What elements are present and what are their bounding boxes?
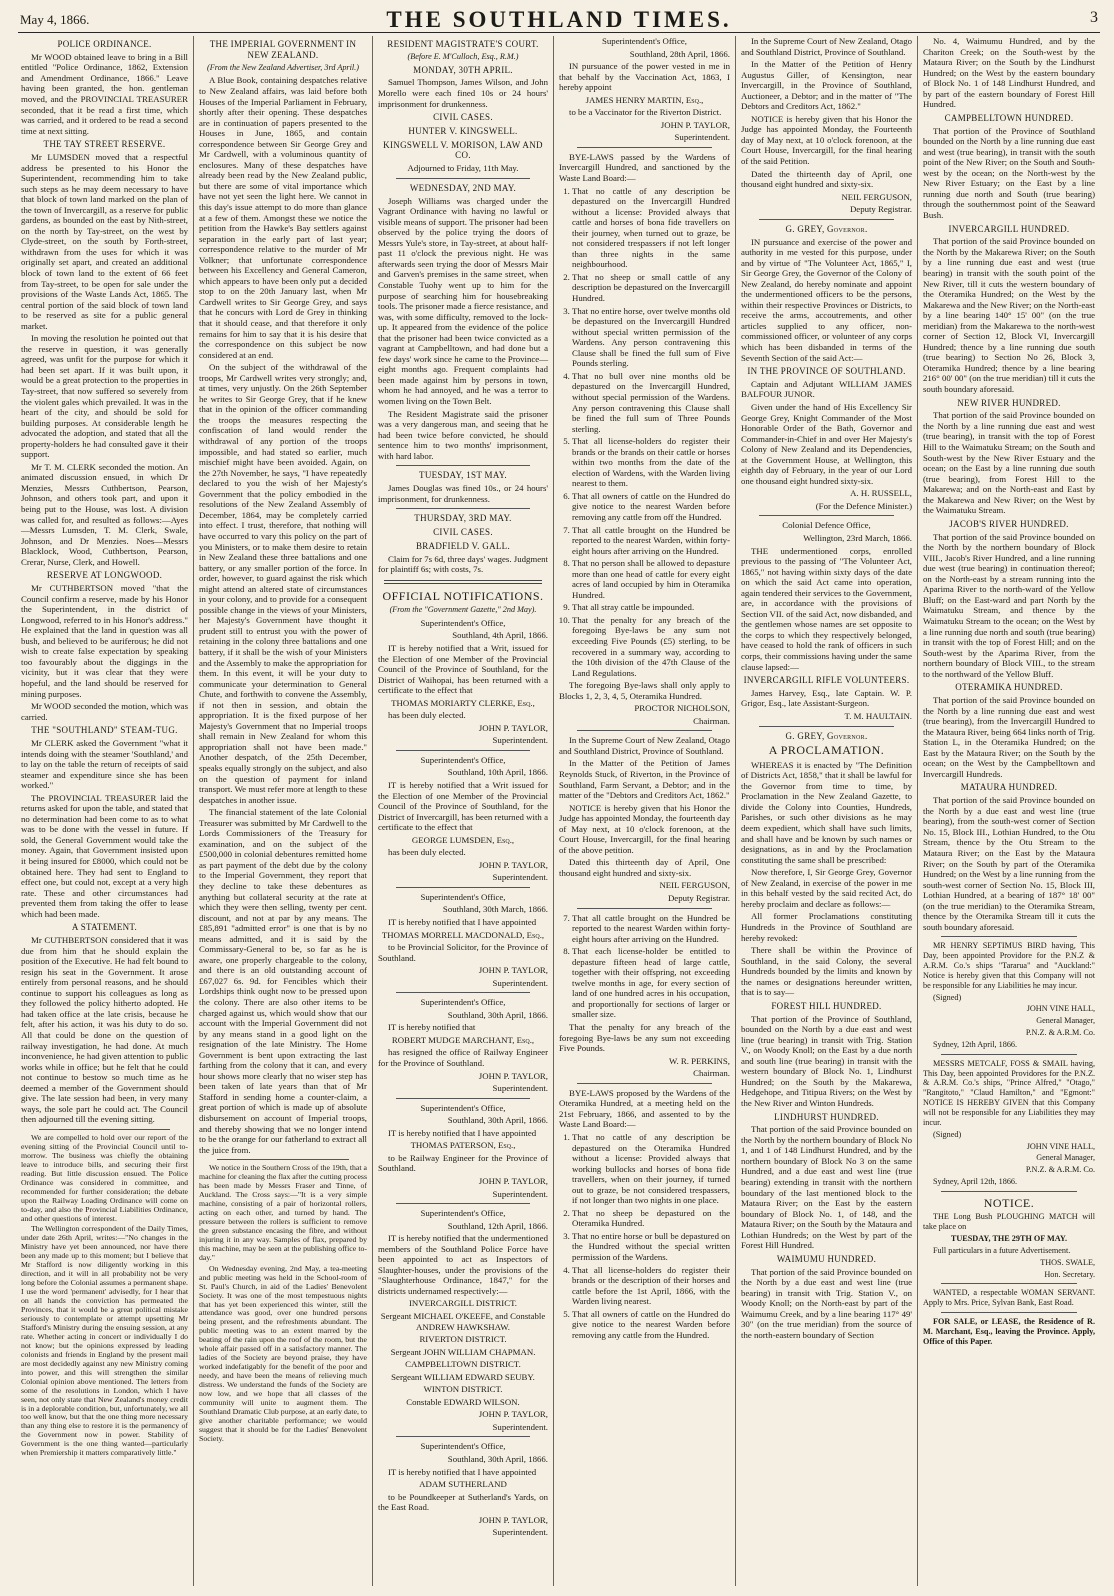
bylaw-item: 8. That no person shall be allowed to depasture more than one head of cattle for every eight acres of land occupied by him in Oteramika Hundred. <box>572 558 730 600</box>
ad-text: Full particulars in a future Advertisement. <box>933 1245 1071 1255</box>
ad-date: Sydney, 12th April, 1866. <box>933 1039 1018 1049</box>
divider <box>396 992 530 993</box>
ad-company: P.N.Z. & A.R.M. Co. <box>1025 1028 1095 1038</box>
issue-date: May 4, 1866. <box>20 12 90 27</box>
notice-block <box>378 1103 548 1199</box>
divider <box>39 1129 170 1130</box>
proclamation-text: There shall be within the Province of Southland, in the said Colony, the several Hundreds bounded by the limits and known by the names or designations hereunder written, that is to say— <box>741 945 912 998</box>
masthead <box>18 6 1100 33</box>
source-line: (From the "Government Gazette," 2nd May). <box>389 605 537 615</box>
district-heading: RIVERTON DISTRICT. <box>419 1334 507 1345</box>
divider <box>577 908 712 909</box>
notice-signature-title: Superintendent. <box>492 735 548 746</box>
court-text: Claim for 7s 6d, three days' wages. Judgment for plaintiff 6s; with costs, 7s. <box>378 553 548 575</box>
notice-text: IT is hereby notified that <box>388 1022 476 1033</box>
article-text: In moving the resolution he pointed out that the reserve in question, it was generally agreed, was unfit for the purpose for which it had been set apart. If it was built upon, it would be a great protection to the properties in Tay-street, that now suffered so severely from the violent gales which prevailed. It was in the heart of the city, and should be sold for building purposes. At considerable length he advocated the adoption, and stated that all the property-holders he had consulted gave it their support. <box>21 333 188 460</box>
notice-signature: JOHN P. TAYLOR, <box>478 859 548 870</box>
inspector-names: Sergeant WILLIAM EDWARD SEUBY. <box>391 1371 535 1382</box>
notice-name: ROBERT MUDGE MARCHANT, Esq., <box>391 1034 535 1045</box>
bylaw-item: 4. That no bull over nine months old be depastured on the Invercargill Hundred, without special permission of the Wardens. Any person contravening this Clause shall be fined the full sum of Three Pounds sterling. <box>572 371 730 434</box>
hundred-heading: FOREST HILL HUNDRED. <box>771 1000 882 1011</box>
hundred-heading: LINDHURST HUNDRED. <box>774 1111 879 1122</box>
court-text: James Douglas was fined 10s., or 24 hours' imprisonment, for drunkenness. <box>378 483 548 504</box>
notice-office: Superintendent's Office, <box>420 1102 506 1113</box>
notice-tail: to be Poundkeeper at Sutherland's Yards, on the East Road. <box>378 1491 548 1513</box>
notice-date: Southland, 30th April, 1866. <box>447 1115 548 1126</box>
divider <box>396 1098 530 1099</box>
heading-court: RESIDENT MAGISTRATE'S COURT. <box>387 39 539 49</box>
day-heading: THURSDAY, 3RD MAY. <box>414 513 512 524</box>
notice-signature: JOHN P. TAYLOR, <box>478 1409 548 1420</box>
bylaws-intro: BYE-LAWS passed by the Wardens of Invercargill Hundred, and sanctioned by the Waste Land Board:— <box>559 151 730 184</box>
hundred-text: That portion of the said Province bounded on the North by the northern boundary of Block VIII., Jacob's River Hundred, and a line running due west (true bearing) in continuation thereof; on the North-east by a stream running into the Aparima River to the north-ward of the Yellow Bluff; on the East-ward and part North by the Waimatuku Stream, and thence by the Waimatuku Stream to the ocean; on the West by a line running due north and south (true bearing) in transit with the top of Forest Hill; and on the South-west by the Aparima River, from the northern boundary of Block VIII., to the stream to the northward of the Yellow Bluff. <box>923 531 1095 679</box>
hundred-heading: INVERCARGILL HUNDRED. <box>948 223 1070 234</box>
divider <box>759 219 894 220</box>
bylaw-item: 8. That each license-holder be entitled to depasture fifteen head of large cattle, together with their offspring, not exceeding twelve months in age, for every section of land of one hundred acres in his occupation, and proportionally for sections of larger or smaller size. <box>572 946 730 1020</box>
court-signature-title: Deputy Registrar. <box>849 204 912 215</box>
notice-block <box>378 755 548 883</box>
day-heading: MONDAY, 30TH APRIL. <box>413 64 513 75</box>
hundred-text: That portion of the said Province bounded on the North by the Makarewa River; on the South by a line running due east and west (true bearing) in transit with the south point of the New River, till it cuts the western boundary of the Oteramika Hundred; on the West by the Makarewa and the New River; on the North-east by a line bearing 140° 15' 00" (on the true meridian) from the Makarewa to the north-west corner of Section 12, Block VI, Invercargill Hundred; thence by a line running due south (true bearing) to Section No 26, Block 3, Oteramika Hundred; thence by a line bearing 216° 00' 00" (on the true meridian) till it cuts the south boundary aforesaid. <box>923 236 1095 394</box>
hundred-heading: MATAURA HUNDRED. <box>960 782 1058 793</box>
bylaw-item: 4. That all license-holders do register their brands or the description of their horses and cattle before the 1st April, 1866, with the Warden living nearest. <box>572 1265 730 1307</box>
divider <box>941 1054 1077 1055</box>
divider <box>759 515 894 516</box>
notice-office: Superintendent's Office, <box>420 997 506 1008</box>
court-notice: NOTICE is hereby given that his Honor the Judge has appointed Monday, the fourteenth day of May next, at 10 o'clock forenoon, at the Court House, Invercargill, for the final hearing of the above petition. <box>559 802 730 855</box>
divider <box>396 750 530 751</box>
bylaws-signature: PROCTOR NICHOLSON, <box>634 703 730 714</box>
court-heading: In the Supreme Court of New Zealand, Otago and Southland District, Province of Southland. <box>741 36 912 57</box>
bylaw-item: 2. That no sheep or small cattle of any description be depastured on the Invercargill Hundred. <box>572 272 730 304</box>
article-text: Mr LUMSDEN moved that a respectful address be presented to his Honor the Superintendent, recommending him to take such steps as he may deem necessary to have that block of town land marked on the plan of the town of Invercargill, as a reserve for public gardens, as bounded on the east by Nith-street, on the north by Tay-street, on the west by Clyde-street, on the south by Forth-street, withdrawn from the uses for which it was originally set apart, and created an additional block of town land to the extent of 66 feet from Tay-street, to be open for sale under the provisions of the Waste Lands Act, 1865. The central portion of the said block of town land to be reserved as site for a public general market. <box>21 151 188 331</box>
governor-line: G. GREY, Governor. <box>785 730 868 741</box>
hundred-heading: OTERAMIKA HUNDRED. <box>955 682 1063 693</box>
heading-imperial-government: THE IMPERIAL GOVERNMENT IN NEW ZEALAND. <box>209 39 357 60</box>
court-dated: Dated this thirteenth day of April, One thousand eight hundred and sixty-six. <box>559 857 730 878</box>
notice-text: IT is hereby notified that a Writ, issued for the Election of one Member of the Provincial Council of the Province of Southland, for the District of Waihopai, has been returned with a certificate to the effect that <box>378 642 548 696</box>
divider <box>941 936 1077 937</box>
court-matter: In the Matter of the Petition of Henry Augustus Giller, of Kensington, near Invercargill, in the Province of Southland, Auctioneer, a Debtor; and in the matter of "The Debtors and Creditors Act, 1862." <box>741 59 912 112</box>
article-text: Mr CLERK asked the Government "what it intends doing with the steamer 'Southland,' and to lay on the table the return of receipts of said steamer and expenditure since she has been worked." <box>21 738 188 791</box>
volunteer-signature-title: (For the Defence Minister.) <box>815 500 912 511</box>
column-3 <box>373 36 554 1586</box>
notice-text: IT is hereby notified that a Writ issued for the Election of one Member of the Provincial Council of the Province of Southland, for the District of Invercargill, has been returned with a certificate to the effect that <box>378 780 548 833</box>
notice-office: Superintendent's Office, <box>420 1441 506 1452</box>
hundred-text: That portion of the Province of Southland, bounded on the North by a due east and west line (true bearing) in transit with Trig. Station V., on Woody Knoll; on the East by a due north and south line (true bearing) in transit with the western boundary of Block No. 1, Lindhurst Hundred; on the South by the Makarewa, Hedgehope, and Titipua Rivers; on the West by the New River and Winton Hundreds. <box>741 1013 912 1108</box>
defence-signature: T. M. HAULTAIN. <box>844 711 912 722</box>
inspector-names: Sergeant MICHAEL O'KEEFE, and Constable ANDREW HAWKSHAW. <box>380 1310 546 1332</box>
bylaw-item: 3. That no entire horse or bull be depastured on the Hundred without the special written permission of the Wardens. <box>572 1231 730 1263</box>
notice-block <box>378 618 548 746</box>
article-text: Mr WOOD obtained leave to bring in a Bill entitled "Police Ordinance, 1862, Extension and Amendment Ordinance, 1866." Leave having been granted, the hon. gentleman moved, and the PROVINCIAL TREASURER seconded, that it be read a first time, which was carried, and it ordered to be read a second time at next sitting. <box>21 51 188 136</box>
notice-block <box>378 1441 548 1537</box>
divider <box>577 1083 712 1084</box>
bylaw-item: 10. That the penalty for any breach of the foregoing Bye-laws be any sum not exceeding Five Pounds (£5) sterling, to be recovered in a summary way, according to the 10th division of the 47th Clause of the Land Regulations. <box>572 615 730 678</box>
heading-longwood: RESERVE AT LONGWOOD. <box>46 570 163 581</box>
news-item: We notice in the Southern Cross of the 19th, that a machine for cleaning the flax after the cutting process has been made by Messrs Fraser and Tinne, of Auckland. The Cross says:—"It is a very simple machine, consisting of a pair of horizontal rollers, acting on each other, and turned by hand. The pressure between the rollers is sufficient to remove the green substance encasing the fibre, and without injuring it in any way. Samples of flax, prepared by this machine, may be seen at the publishing office to-day." <box>199 1163 367 1262</box>
proclamation-text: Now therefore, I, Sir George Grey, Governor of New Zealand, in exercise of the power in me in this behalf vested by the said recited Act, do hereby proclaim and declare as follows:— <box>741 867 912 909</box>
newspaper-title: THE SOUTHLAND TIMES. <box>386 7 732 32</box>
heading-official-notifications: OFFICIAL NOTIFICATIONS. <box>382 588 544 603</box>
notice-date: Southland, 10th April, 1866. <box>447 767 548 778</box>
notice-signature-title: Superintendent. <box>492 1421 548 1432</box>
proclamation-text: All former Proclamations constituting Hundreds in the Province of Southland are hereby revoked: <box>741 911 912 943</box>
notice-date: Southland, 30th April, 1866. <box>447 1453 548 1464</box>
case-name: BRADFIELD V. GALL. <box>415 540 511 551</box>
divider <box>217 1159 349 1160</box>
divider <box>396 1436 530 1437</box>
editorial-note: The Wellington correspondent of the Daily Times, under date 26th April, writes:—"No changes in the Ministry have yet been announced, nor have there been any made up to this moment; but I believe that Mr Stafford is now diligently working in this direction, and it will in all probability not be very long before the Colonial assumes a permanent shape. I use the word 'permanent' advisedly, for I hear that on all hands the conviction has permeated the Provinces, that it would be a great political mistake seriously to contemplate or attempt upsetting Mr Stafford's Ministry during the ensuing session, at any rate. Whether acting in concert or individually I do not know; but the opinions expressed by leading colonists and friends in England by the present mail are most decidedly against any new Ministry coming into power, and this will strengthen the similar Colonial opinion above mentioned. The letters from some of the resolutions in London, which I have seen, not only state that New Zealand's money credit is in a deplorable condition, but, unfortunately, we all too well know, but that the one thing more necessary than any thing else to restore it is the permanency of the Government now in power. Stability of Government is the one thing wanted—particularly when Premiership it matters comparatively little." <box>21 1224 188 1458</box>
district-heading: WINTON DISTRICT. <box>423 1384 503 1395</box>
court-magistrate: (Before E. M'Culloch, Esq., R.M.) <box>407 51 519 61</box>
notice-signature: JOHN P. TAYLOR, <box>478 1070 548 1081</box>
divider <box>396 178 530 179</box>
bylaw-item: 5. That all license-holders do register their brands or the brands on their cattle or horses within two months from the date of the election of Wardens, with the Warden living nearest to them. <box>572 436 730 489</box>
notice-text: IT is hereby notified that the undermentioned members of the Southland Police Force have been appointed to act as Inspectors of Slaughter-houses, under the provisions of the "Slaughterhouse Ordinance, 1847," for the districts undernamed respectively:— <box>378 1233 548 1296</box>
ad-signature-title: General Manager, <box>1036 1016 1095 1026</box>
bylaw-item: 7. That all cattle brought on the Hundred be reported to the nearest Warden, within forty-eight hours after arriving on the Hundred. <box>572 525 730 557</box>
notice-date: Southland, 28th April, 1866. <box>629 48 730 59</box>
ad-date: Sydney, April 12th, 1866. <box>933 1177 1018 1187</box>
case-name: KINGSWELL V. MORISON, LAW AND CO. <box>383 139 543 161</box>
heading-steam-tug: THE "SOUTHLAND" STEAM-TUG. <box>31 725 178 736</box>
advertisement-ploughing-match <box>923 1196 1095 1279</box>
advertisement-bird <box>923 941 1095 1049</box>
notice-tail: has been duly elected. <box>388 847 466 858</box>
notice-signature-title: Superintendent. <box>492 977 548 988</box>
divider <box>941 1312 1077 1313</box>
ad-signed: (Signed) <box>933 1129 962 1139</box>
bylaws-signature-title: Chairman. <box>693 715 730 726</box>
proclamation-text: WHEREAS it is enacted by "The Definition of Districts Act, 1858," that it shall be lawful for the Governor from time to time, by Proclamation in the New Zealand Gazette, to divide the Colony into Counties, Hundreds, Parishes, or such other divisions as he may deem expedient, which shall have such limits, and shall have and be known by such names or designations, as in and by the Proclamation constituting the same shall be prescribed: <box>741 759 912 865</box>
notice-date: Southland, 4th April, 1866. <box>452 630 548 641</box>
hundred-text: That portion of the said Province bounded on the North by a due east and west line (true bearing) in transit with Trig. Station V., on Woody Knoll; on the North-east by part of the Waimumu Creek, and by a line bearing 117° 49' 30" (on the true meridian) from the source of the north-eastern boundary of Section <box>741 1266 912 1340</box>
ad-signature: THOS. SWALE, <box>1040 1257 1095 1267</box>
notice-signature: JOHN P. TAYLOR, <box>478 1514 548 1525</box>
match-date: TUESDAY, THE 29TH OF MAY. <box>950 1233 1068 1243</box>
columns <box>16 36 1100 1586</box>
bylaw-item: 7. That all cattle brought on the Hundred be reported to the nearest Warden within forty-eight hours after arriving on the Hundred. <box>572 913 730 945</box>
notice-signature-title: Superintendent. <box>492 1188 548 1199</box>
article-text: On the subject of the withdrawal of the troops, Mr Cardwell writes very strongly; and, at times, very unjustly. On the 26th September he writes to Sir George Grey, that if he knew that in the opinion of the officer commanding the troops the measures respecting the confiscation of land would render the withdrawal of any portion of the troops impossible, and had stated so earlier, much mischief might have been avoided. Again, on the 27th November, he says, "I have repeatedly declared to you the wish of her Majesty's Government that the policy embodied in the resolutions of the New Zealand Assembly of December, 1864, may be completely carried into effect. I trust, therefore, that nothing will have occurred to vary this policy on the part of you Ministers, or to make them desire to retain in New Zealand these three battalions and one battery, or any smaller portion of the force. In order, however, to guard against the risk which might attend an altered state of circumstances in your colony, and to provide for a consequent possible change in the views of your Ministers, her Majesty's Government have thought it prudent still to entrust you with the power of retaining in the colony three battalions and one battery, if it shall be the wish of your Ministers and the Assembly to make the appropriation for them. In this event, it will be your duty to communicate your determination to General Chute, and forthwith to convene the Assembly, if not then in session, and obtain the appropriation. It is the fixed purpose of her Majesty's Government that no Imperial troops shall remain in New Zealand for whom this appropriation shall not have been made." Another despatch, of the 25th December, speaks equally strongly on the subject, and also on the question of payment for inland transport. We must refer more at length to these despatches in another issue. <box>199 362 367 805</box>
notice-text: IN pursuance of the power vested in me in that behalf by the Vaccination Act, 1863, I hereby appoint <box>559 61 730 93</box>
notice-signature: JOHN P. TAYLOR, <box>478 965 548 976</box>
notice-block <box>378 997 548 1093</box>
column-2 <box>194 36 373 1586</box>
ad-signature: JOHN VINE HALL, <box>1026 1004 1095 1014</box>
divider <box>941 1283 1077 1284</box>
bylaw-item: 3. That no entire horse, over twelve months old be depastured on the Invercargill Hundred without special written permission of the Wardens. Any person contravening this Clause shall be fined the full sum of Five Pounds sterling. <box>572 306 730 369</box>
notice-signature-title: Superintendent. <box>492 1083 548 1094</box>
article-text: Mr T. M. CLERK seconded the motion. An animated discussion ensued, in which Dr Menzies, Messrs Cuthbertson, Pearson, Johnson, and others took part, and upon it being put to the House, was lost. A division was called for, and resulted as follows:—Ayes—Messrs Lumsden, T. M. Clerk, Swale, Johnson, and Dr Menzies. Noes—Messrs Blacklock, Wood, Cuthbertson, Pearson, Crerar, Nurse, Clerk, and Howell. <box>21 461 188 567</box>
court-dated: Dated the thirteenth day of April, one thousand eight hundred and sixty-six. <box>741 168 912 190</box>
article-text: The PROVINCIAL TREASURER laid the returns asked for upon the table, and stated that no determination had been come to as to what was to be done with the vessel in future. If sold, the General Government would take the money. Again, that Government insisted upon it being insured for £8000, which could not be obtained here. They had sent to England to effect one, but could not, except at a very high rate. These and other circumstances had prevented them from taking the offer to lease which had been made. <box>21 792 188 919</box>
province-heading: IN THE PROVINCE OF SOUTHLAND. <box>747 366 906 377</box>
divider <box>759 726 894 727</box>
notice-office: Superintendent's Office, <box>420 891 506 902</box>
court-text: The Resident Magistrate said the prisoner was a very dangerous man, and seeing that he had been twice before convicted, he should sentence him to two months' imprisonment, with hard labor. <box>378 408 548 461</box>
court-heading: In the Supreme Court of New Zealand, Otago and Southland District, Province of Southland. <box>559 735 730 756</box>
bylaw-item: 1. That no cattle of any description be depastured on the Oteramika Hundred without a license: Provided always that working bullocks and horses of bona fide travellers, when on their journey, if turned out to graze, be not considered trespassers, if not longer than two nights in one place. <box>572 1132 730 1206</box>
page-number: 3 <box>1090 9 1098 26</box>
notice-signature: JOHN P. TAYLOR, <box>478 722 548 733</box>
ad-text: MR HENRY SEPTIMUS BIRD having, This Day, been appointed Providore for the P.N.Z & A.R.M. Co.'s ships "Tararua" and "Auckland:" Notice is hereby given that this Company will not be responsible for any Liabilities he may incur. <box>923 941 1095 990</box>
notice-office: Superintendent's Office, <box>602 36 687 46</box>
court-signature: NEIL FERGUSON, <box>659 880 730 891</box>
notice-name: JAMES HENRY MARTIN, Esq., <box>585 94 704 105</box>
ad-signed: (Signed) <box>933 992 962 1002</box>
bylaw-item: 1. That no cattle of any description be depastured on the Invercargill Hundred without a license: Provided always that cattle and horses of bona fide travellers on their journey, when turned out to graze, be not considered trespassers if not left longer than three nights in the same neighbourhood. <box>572 186 730 270</box>
court-matter: In the Matter of the Petition of James Reynolds Stuck, of Riverton, in the Province of Southland, Farm Servant, a Debtor; and in the matter of the "Debtors and Creditors Act, 1862." <box>559 758 730 801</box>
heading-proclamation: A PROCLAMATION. <box>768 743 885 758</box>
divider <box>396 508 530 509</box>
case-name: HUNTER V. KINGSWELL. <box>408 125 518 136</box>
volunteer-signature: A. H. RUSSELL, <box>850 488 912 499</box>
double-rule <box>384 580 542 584</box>
inspector-names: Sergeant JOHN WILLIAM CHAPMAN. <box>390 1346 536 1357</box>
given-under-hand: Given under the hand of His Excellency Sir George Grey, Knight Commander of the Most Honorable Order of the Bath, Governor and Commander-in-Chief in and over Her Majesty's Colony of New Zealand and its Dependencies, at the Government House, at Wellington, this eighth day of February, in the year of our Lord one thousand eight hundred sixty-six. <box>741 402 912 486</box>
notice-date: Southland, 30th April, 1866. <box>447 1009 548 1020</box>
notice-office: Superintendent's Office, <box>420 617 506 628</box>
corps-heading: INVERCARGILL RIFLE VOLUNTEERS. <box>743 675 910 686</box>
hundred-heading: JACOB'S RIVER HUNDRED. <box>949 518 1069 529</box>
notice-signature-title: Superintendent. <box>492 1527 548 1538</box>
bylaws-intro: BYE-LAWS proposed by the Wardens of the Oteramika Hundred, at a meeting held on the 21st February, 1866, and assented to by the Waste Land Board:— <box>559 1087 730 1130</box>
defence-office: Colonial Defence Office, <box>782 520 871 531</box>
bylaw-item: 6. That all owners of cattle on the Hundred do give notice to the nearest Warden before removing any cattle from off the Hundred. <box>572 491 730 523</box>
volunteer-officer: Captain and Adjutant WILLIAM JAMES BALFOUR JUNOR. <box>741 378 912 400</box>
notice-date: Southland, 12th April, 1866. <box>447 1220 548 1231</box>
hundred-text: That portion of the Province of Southland bounded on the North by a line running due east and west (true bearing), in transit with the south point of the New River; on the South and South-west by the ocean; on the North-west by the New River Estuary; on the East by a line running due north and South (true bearing) through the southernmost point of the Seaward Bush. <box>923 125 1095 220</box>
notice-signature: JOHN P. TAYLOR, <box>660 119 730 130</box>
bylaw-item: 9. That all stray cattle be impounded. <box>572 602 730 613</box>
notice-name: THOMAS MORIARTY CLERKE, Esq., <box>391 697 535 708</box>
notice-text: IT is hereby notified that I have appointed <box>388 1466 537 1477</box>
bylaws-signature: W. R. PERKINS, <box>668 1055 730 1066</box>
notice-name: THOMAS MORRELL MACDONALD, Esq., <box>381 929 545 940</box>
notice-block-slaughter <box>378 1208 548 1432</box>
divider <box>396 1203 530 1204</box>
notice-office: Superintendent's Office, <box>420 754 506 765</box>
bylaws-list <box>559 186 730 679</box>
divider <box>577 730 712 731</box>
notice-tail: to be a Vaccinator for the Riverton District. <box>569 107 722 118</box>
article-text: The financial statement of the late Colonial Treasurer was submitted by Mr Cardwell to the Lords Commissioners of the Treasury for examination, and on the subject of the £500,000 in colonial debentures remitted home as part payment of the debt due by the colony to the Imperial Government, they report that they decline to take these debentures as anything but collateral security at the rate at which they were then selling, twenty per cent. discount, and not at par by any means. The £85,891 "admitted error" is one that is by no means admitted, and it is said by the Commissary-General to be, so far as he is aware, one properly chargeable to the colony, and there is an old outstanding account of £67,027 6s. 9d. for Fencibles which their Lordships think ought now to be pressed upon the colony. There are also other items to be charged against us, which would show that our account with the Imperial Government did not by any means stand in a good light on the resignation of the late Ministry. The Home Government is bent upon extracting the last farthing from the colony that it can, and every hour shows more clearly that no wiser step has been taken of late years than that of Mr Stafford in sending home a counter-claim, a great portion of which is made up of absolute disbursement on account of Imperial troops, and thereby showing that we no longer intend to be the orange for our fatherland to extract all the juice from. <box>199 807 367 1155</box>
court-signature-title: Deputy Registrar. <box>667 893 730 904</box>
divider <box>396 465 530 466</box>
news-item: On Wednesday evening, 2nd May, a tea-meeting and public meeting was held in the School-room of St. Paul's Church, in aid of the Ladies' Benevolent Society. It was one of the most tempestuous nights that has yet been experienced this winter, still the attendance was good, over one hundred persons being present, and the refreshments abundant. The public meeting was to an extent marred by the beating of the rain upon the roof of the room, but the whole affair passed off in a satisfactory manner. The ladies of the Society are beyond praise, they have worked indefatigably for the benefit of the poor and needy, and have been the means of relieving much distress. We understand the funds of the Society are now low, and we hope that all classes of the community will unite to augment them. The Southland Dramatic Club purpose, at an early date, to give another charitable performance; we would suggest that it should be for the Ladies' Benevolent Society. <box>199 1263 367 1443</box>
court-signature: NEIL FERGUSON, <box>841 191 912 202</box>
court-notice: NOTICE is hereby given that his Honor the Judge has appointed Monday, the Fourteenth day of May next, at 10 o'clock forenoon, at the Court House, Invercargill, for the final hearing of the said Petition. <box>741 113 912 167</box>
divider <box>396 887 530 888</box>
district-heading: INVERCARGILL DISTRICT. <box>409 1298 517 1309</box>
heading-statement: A STATEMENT. <box>71 922 138 933</box>
hundred-text: No. 4, Waimumu Hundred, and by the Chariton Creek; on the South-west by the Mataura River; on the South by the Lindhurst Hundred; on the West by the eastern boundary of Block No. 1 of 148 Lindhurst Hundred, and by part of the eastern boundary of Forest Hill Hundred. <box>923 36 1095 110</box>
notice-text: IT is hereby notified that I have appointed <box>388 917 537 928</box>
notice-heading: NOTICE. <box>983 1195 1035 1210</box>
column-5 <box>736 36 918 1586</box>
heading-police: POLICE ORDINANCE. <box>57 39 152 49</box>
notice-tail: to be Provincial Solicitor, for the Province of Southland. <box>378 942 548 963</box>
ad-signature-title: Hon. Secretary. <box>1044 1269 1095 1279</box>
article-text: Mr CUTHBERTSON moved "that the Council confirm a reserve, made by his Honor the Superintendent, in the district of Longwood, referred to in his Honor's address." He explained that the land in question was all bush, and believed to be auriferous; he did not wish to create false expectation by speaking too favourably about the diggings in the vicinity, but it was clear that they were hopeful, and the land should be reserved for mining purposes. <box>21 583 188 699</box>
day-heading: TUESDAY, 1ST MAY. <box>419 470 507 481</box>
notice-signature-title: Superintendent. <box>674 132 730 143</box>
corps-names: James Harvey, Esq., late Captain. W. P. Grigor, Esq., late Assistant-Surgeon. <box>741 687 912 709</box>
notice-tail: has been duly elected. <box>388 710 466 721</box>
source-line: (From the New Zealand Advertiser, 3rd April.) <box>207 62 359 72</box>
editorial-note: We are compelled to hold over our report of the evening sitting of the Provincial Council until to-morrow. The business was chiefly the obtaining leave to introduce bills, and securing their first reading. But little discussion ensued. The Police Ordinance was considered in committee, and recommended for further consideration; the debate upon the Railway Loading Ordinance will come on to-day, and also the Provincial Liabilities Ordinance, and other questions of interest. <box>21 1132 188 1223</box>
column-6 <box>918 36 1100 1586</box>
advertisement-for-sale: FOR SALE, or LEASE, the Residence of R. M. Marchant, Esq., leaving the Province. Apply, Office of this Paper. <box>923 1317 1095 1346</box>
ad-signature: JOHN VINE HALL, <box>1026 1141 1095 1151</box>
ad-text: MESSRS METCALF, FOSS & SMAIL having, This Day, been appointed Providores for the P.N.Z. & A.R.M. Co.'s ships, "Prince Alfred," "Otago," "Rangitoto," "Claud Hamilton," and "Egmont:" NOTICE IS HEREBY GIVEN that this Company will not be responsible for any Liabilities they may incur. <box>923 1058 1095 1127</box>
heading-tay-street: THE TAY STREET RESERVE. <box>43 139 166 150</box>
civil-cases-heading: CIVIL CASES. <box>433 526 493 537</box>
notice-name: THOMAS PATERSON, Esq., <box>410 1140 516 1151</box>
notice-signature-title: Superintendent. <box>492 872 548 883</box>
day-heading: WEDNESDAY, 2ND MAY. <box>409 182 517 193</box>
notice-text: IT is hereby notified that I have appointed <box>388 1127 537 1138</box>
notice-date: Southland, 30th March, 1866. <box>442 904 548 915</box>
column-4 <box>554 36 736 1586</box>
notice-name: GEORGE LUMSDEN, Esq., <box>411 834 515 845</box>
governor-line: G. GREY, Governor. <box>785 223 868 234</box>
divider <box>941 1191 1077 1192</box>
bylaws-list <box>559 913 730 1020</box>
article-text: Mr WOOD seconded the motion, which was carried. <box>21 701 188 722</box>
article-text: Mr CUTHBERTSON considered that it was due from him that he should explain the position of the Executive. He had felt bound to resign his seat in the Government. It arose entirely from personal reasons, and he should continue to support his colleagues as long as they followed the policy hitherto adopted. He had taken office at the late crisis, because he felt, after his action, it was his duty to do so. All that could be done on the question of railway investigation, he had done. At much inconvenience, he had given attention to public works while in office; but he felt that he could not continue to bestow so much time as he deemed a member of the Government should give. The late session had been, in very many ways, the sole part he could act. The Council then adjourned till the evening sitting. <box>21 935 188 1125</box>
divider <box>577 147 712 148</box>
district-heading: CAMPBELLTOWN DISTRICT. <box>405 1359 521 1370</box>
defence-date: Wellington, 23rd March, 1866. <box>803 533 912 544</box>
hundred-heading: NEW RIVER HUNDRED. <box>957 397 1061 408</box>
ad-signature-title: General Manager, <box>1036 1153 1095 1163</box>
defence-text: THE undermentioned corps, enrolled previous to the passing of "The Volunteer Act, 1865," not having within sixty days of the date on which the said Act came into operation, again tendered their services to the Government, are, in accordance with the provisions of Section VII. of the said Act, now disbanded, and the gentlemen whose names are set opposite to the corps to which they respectively belonged, have ceased to hold the rank of officers in such corps, their commissions having under the same clause lapsed:— <box>741 545 912 672</box>
court-text: Samuel Thompson, James Wilson, and John Morello were each fined 10s or 24 hours' imprisonment for drunkenness. <box>378 77 548 109</box>
bylaw-item: 5. That all owners of cattle on the Hundred do give notice to the nearest Warden before removing any cattle from the Hundred. <box>572 1309 730 1341</box>
hundred-text: That portion of the said Province bounded on the North by the northern boundary of Block No 1, and 1 of 148 Lindhurst Hundred, and by the northern boundary of Block No 3 on the same Hundred, and a due east and west line (true bearing) extending in transit with the northern boundary of the last mentioned block to the Mataura River; on the East by the eastern boundary of Block No. 1, of 148, and the Mataura River; on the South by the Mataura and Lothian Hundreds; on the West by part of the Forest Hill Hundred. <box>741 1124 912 1251</box>
column-1 <box>16 36 194 1586</box>
advertisement-wanted: WANTED, a respectable WOMAN SERVANT. Apply to Mrs. Price, Sylvan Bank, East Road. <box>923 1288 1095 1308</box>
notice-tail: to be Railway Engineer for the Province of Southland. <box>378 1152 548 1174</box>
bylaws-tail: The foregoing Bye-laws shall only apply to Blocks 1, 2, 3, 4, 5, Oteramika Hundred. <box>559 680 730 701</box>
notice-office: Superintendent's Office, <box>420 1208 506 1219</box>
court-text: Adjourned to Friday, 11th May. <box>407 163 519 174</box>
notice-tail: has resigned the office of Railway Engineer for the Province of Southland. <box>378 1047 548 1069</box>
article-text: A Blue Book, containing despatches relative to New Zealand affairs, was laid before both Houses of the Imperial Parliament in February, shortly after their opening. These despatches are in continuation of papers presented to the Houses in June, 1865, and contain correspondence between Sir George Grey and Mr Cardwell, with a voluminous quantity of enclosures. Many of these despatches have already been read by the New Zealand public, but there are some of vital importance which have not yet seen the light here. We cannot in this day's issue attempt to do more than glance at a few of them. Amongst these we notice the petition from the Hawke's Bay settlers against separation in the early part of last year; correspondence relative to the murder of Mr Volkner; that unfortunate correspondence between his Excellency and General Cameron, which appears to have been only put a decided stop to on the 20th January last, when Mr Cardwell writes to Sir George Grey, and says that he concurs with Lord de Grey in thinking that it should cease, and that therefore it only remains for him to say that it is his desire that the correspondence on this subject be now considered at an end. <box>199 75 367 360</box>
hundred-heading: CAMPBELLTOWN HUNDRED. <box>944 112 1074 123</box>
hundred-heading: WAIMUMU HUNDRED. <box>776 1253 877 1264</box>
bylaws-signature-title: Chairman. <box>693 1068 730 1079</box>
hundred-text: That portion of the said Province bounded on the North by a line running due east and west (true bearing), in transit with the top of Forest Hill to the Waimatuku Stream; on the South and South-west by the New River Estuary and the ocean; on the East by a line running due south (true bearing), from Forest Hill to the Makarewa; and on the North-east and East by the Makarewa and New River; on the West by the Waimatuku Stream. <box>923 410 1095 516</box>
ad-company: P.N.Z. & A.R.M. Co. <box>1025 1165 1095 1175</box>
notice-signature: JOHN P. TAYLOR, <box>478 1175 548 1186</box>
court-text: Joseph Williams was charged under the Vagrant Ordinance with having no lawful or visible means of support. The prisoner had been observed by the police trying the doors of Messrs Yule's store, in Tay-street, at about half-past 11 o'clock the previous night. He was afterwards seen trying the door of Messrs Mair and Garven's premises in the same street, when Constable Tuohy went up to him for the purpose of searching him for housebreaking tools. The prisoner made a fierce resistance, and was, with some difficulty, removed to the lock-up. It appeared from the evidence of the police that the prisoner had been twice convicted as a vagrant at Campbelltown, and had done but a few days' work since he came to the Province—eight months ago. Frequent complaints had been made against him by persons in town, whom he had annoyed, and he was a terror to women living on the Town Belt. <box>378 195 548 406</box>
notice-name: ADAM SUTHERLAND <box>419 1479 507 1490</box>
ad-text: THE Long Bush PLOUGHING MATCH will take place on <box>923 1212 1095 1232</box>
advertisement-metcalf <box>923 1059 1095 1187</box>
notice-block <box>378 892 548 988</box>
bylaws-tail: That the penalty for any breach of the foregoing Bye-laws be any sum not exceeding Five Pounds. <box>559 1022 730 1054</box>
hundred-text: That portion of the said Province bounded on the North by a due east and west line (true bearing), from the south-west corner of Section No. 15, Block III., Lothian Hundred, to the Otu Stream, thence by the Otu Stream to the Mataura River; on the East by the Mataura River; on the South by part of the Oteramika Hundred; on the West by a line running from the south-west corner of Section No. 15, Block III, Lothian Hundred, at a bearing of 187° 18' 00" (on the true meridian) to the Oteramika Stream, thence by the Oteramika Stream till it cuts the south boundary aforesaid. <box>923 795 1095 932</box>
inspector-names: Constable EDWARD WILSON. <box>406 1396 520 1407</box>
volunteer-text: IN pursuance and exercise of the power and authority in me vested for this purpose, under and by virtue of "The Volunteer Act, 1865," I, Sir George Grey, the Governor of the Colony of New Zealand, do hereby nominate and appoint the undermentioned officers to be the persons, within their respective Provinces or Districts, to receive the arms, accoutrements, and other articles supplied to any officer, non-commissioned officer, or volunteer of any corps which has been disbanded in terms of the Seventh Section of the said Act:— <box>741 236 912 363</box>
civil-cases-heading: CIVIL CASES. <box>433 112 493 123</box>
bylaws-list <box>559 1132 730 1340</box>
hundred-text: That portion of the said Province bounded on the North by a line running due east and west (true bearing), from the Invercargill Hundred to the Mataura River, being 664 links north of Trig. Station L, in the Oteramika Hundred; on the East by the Mataura River; on the South by the ocean; on the West by the Campbelltown and Invercargill Hundreds. <box>923 695 1095 779</box>
bylaw-item: 2. That no sheep be depastured on the Oteramika Hundred. <box>572 1208 730 1229</box>
